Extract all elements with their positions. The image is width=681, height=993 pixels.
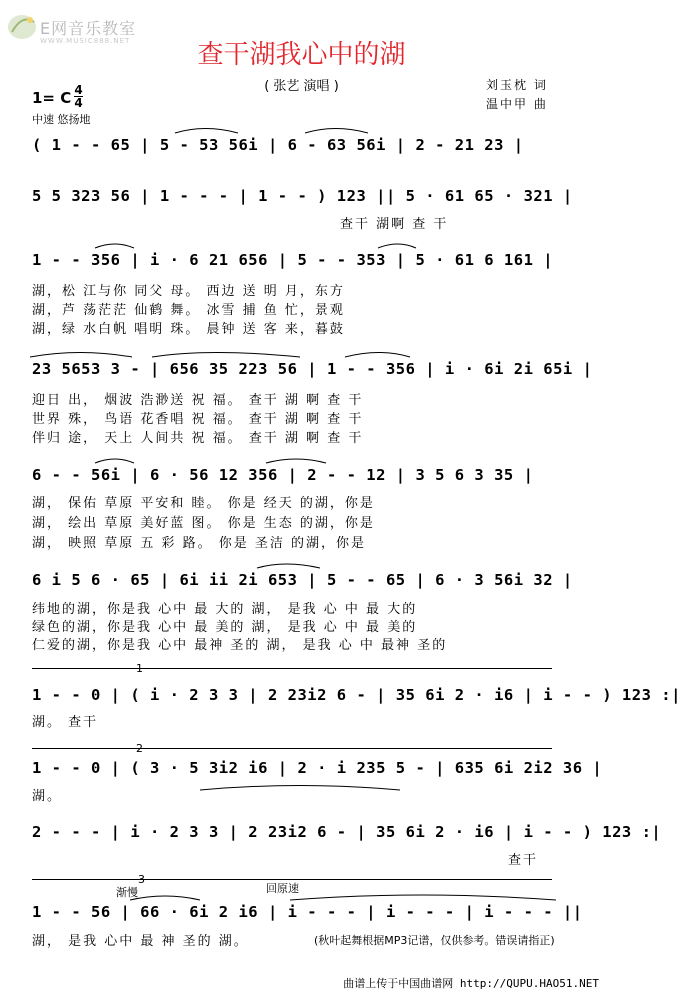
lyric-row-6-v3: 仁爱的湖，你是我 心中 最神 圣的 湖， 是我 心 中 最神 圣的 (32, 638, 448, 653)
lyric-row-3-v3: 湖，绿 水白帆 唱明 珠。 晨钟 送 客 来，暮鼓 (32, 322, 345, 337)
score-row-3: 1 - - 356 | i · 6 21 656 | 5 - - 353 | 5 · 61 6 161 | (32, 251, 554, 269)
volta-label-3: 3 (138, 873, 145, 886)
transcription-note: (秋叶起舞根据MP3记谱，仅供参考。错误请指正) (314, 934, 555, 947)
time-top: 4 (74, 83, 83, 97)
lyricist: 刘玉枕 词 (486, 78, 548, 92)
a-tempo-marking: 回原速 (266, 882, 299, 895)
score-row-4: 23 5653 3 - | 656 35 223 56 | 1 - - 356 | i · 6i 2i 65i | (32, 360, 593, 378)
score-row-10: 1 - - 56 | 66 · 6i 2 i6 | i - - - | i - - - | i - - - || (32, 903, 583, 921)
performer: ( 张艺 演唱 ) (264, 79, 339, 94)
score-row-2: 5 5 323 56 | 1 - - - | 1 - - ) 123 || 5 · 61 65 · 321 | (32, 187, 573, 205)
score-row-9: 2 - - - | i · 2 3 3 | 2 23i2 6 - | 35 6i 2 · i6 | i - - ) 123 :| (32, 823, 662, 841)
lyric-row-3-v1: 湖，松 江与你 同父 母。 西边 送 明 月，东方 (32, 284, 345, 299)
volta-label-1: 1 (136, 662, 143, 675)
footer-credit: 曲谱上传于中国曲谱网 http://QUPU.HAO51.NET (343, 977, 599, 990)
score-row-5: 6 - - 56i | 6 · 56 12 356 | 2 - - 12 | 3 5 6 3 35 | (32, 466, 534, 484)
key-signature: 1= C (32, 89, 72, 107)
score-row-1: ( 1 - - 65 | 5 - 53 56i | 6 - 63 56i | 2 - 21 23 | (32, 136, 524, 154)
rit-marking: 渐慢 (116, 886, 138, 899)
lyric-row-5-v3: 湖， 映照 草原 五 彩 路。 你是 圣洁 的湖，你是 (32, 536, 367, 551)
lyric-row-8: 湖。 (32, 789, 63, 804)
time-bottom: 4 (74, 96, 83, 110)
lyric-row-3-v2: 湖，芦 荡茫茫 仙鹤 舞。 冰雪 捕 鱼 忙，景观 (32, 303, 345, 318)
lyric-row-5-v2: 湖， 绘出 草原 美好蓝 图。 你是 生态 的湖，你是 (32, 516, 375, 531)
score-row-6: 6 i 5 6 · 65 | 6i ii 2i 653 | 5 - - 65 | 6 · 3 56i 32 | (32, 571, 573, 589)
score-row-7: 1 - - 0 | ( i · 2 3 3 | 2 23i2 6 - | 35 6i 2 · i6 | i - - ) 123 :| (32, 686, 681, 704)
tempo-marking: 中速 悠扬地 (32, 113, 91, 126)
lyric-row-4-v1: 迎日 出， 烟波 浩渺送 祝 福。 查干 湖 啊 查 干 (32, 393, 364, 408)
lyric-row-10: 湖， 是我 心中 最 神 圣的 湖。 (32, 934, 249, 949)
lyric-row-2: 查干 湖啊 查 干 (340, 217, 449, 232)
logo-text: E网音乐教室 (40, 19, 137, 38)
logo-url: WWW.MUSIC888.NET (40, 37, 131, 45)
lyric-row-4-v3: 伴归 途， 天上 人间共 祝 福。 查干 湖 啊 查 干 (32, 431, 364, 446)
lyric-row-7: 湖。 查干 (32, 715, 99, 730)
lyric-row-9: 查干 (508, 853, 539, 868)
page-title: 查干湖我心中的湖 (197, 40, 406, 70)
volta-label-2: 2 (136, 742, 143, 755)
composer: 温中甲 曲 (486, 97, 548, 111)
lyric-row-6-v1: 纬地的湖，你是我 心中 最 大的 湖， 是我 心 中 最 大的 (32, 602, 418, 617)
score-row-8: 1 - - 0 | ( 3 · 5 3i2 i6 | 2 · i 235 5 - | 635 6i 2i2 36 | (32, 759, 603, 777)
lyric-row-5-v1: 湖， 保佑 草原 平安和 睦。 你是 经天 的湖，你是 (32, 496, 375, 511)
lyric-row-4-v2: 世界 殊， 鸟语 花香唱 祝 福。 查干 湖 啊 查 干 (32, 412, 364, 427)
lyric-row-6-v2: 绿色的湖，你是我 心中 最 美的 湖， 是我 心 中 最 美的 (32, 620, 418, 635)
